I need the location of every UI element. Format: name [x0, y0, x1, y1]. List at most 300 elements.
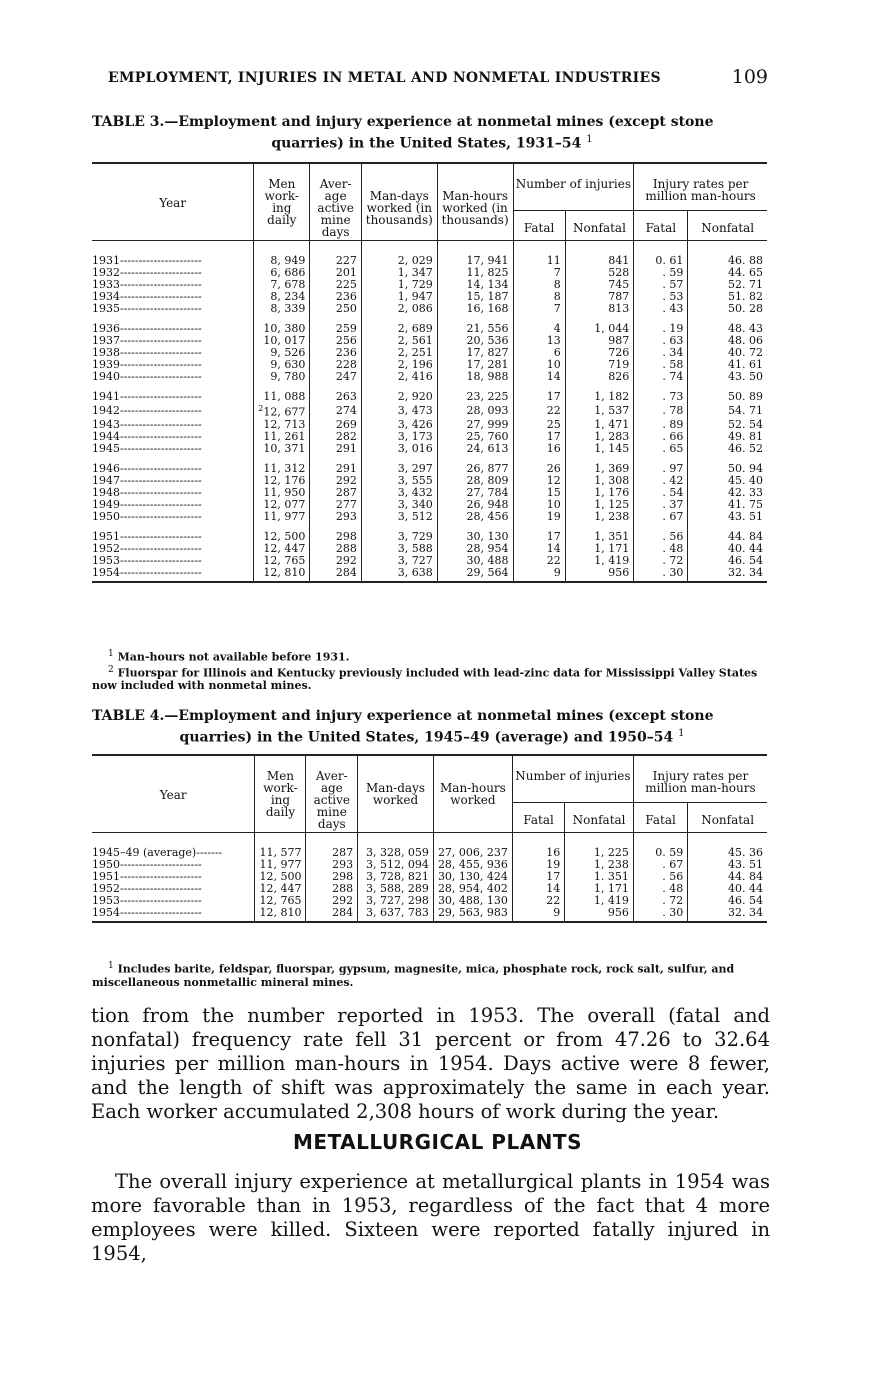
spacer-cell — [634, 241, 688, 256]
days-cell — [310, 303, 362, 315]
table4-header-mandays: Man-days worked — [358, 755, 434, 833]
spacer-cell — [688, 241, 767, 256]
table3-caption-line2: quarries) in the United States, 1931–54 — [271, 135, 582, 152]
cell-value: 41. 75 — [728, 497, 763, 511]
year-cell — [92, 907, 255, 922]
cell-value: 40. 72 — [728, 346, 763, 359]
cell-value: 30, 488 — [466, 553, 509, 567]
cell-value: 726 — [608, 346, 630, 359]
year-value: 1939 — [92, 358, 120, 371]
leader-dots: ---------------------- — [120, 870, 202, 883]
cell-value: 25 — [546, 417, 561, 431]
year-value: 1950 — [92, 509, 120, 523]
year-value: 1950 — [92, 858, 120, 871]
cell-value: 228 — [335, 358, 357, 371]
year-value: 1935 — [92, 302, 120, 315]
year-value: 1949 — [92, 497, 120, 511]
year-value: 1933 — [92, 278, 120, 291]
spacer-cell — [92, 833, 255, 848]
men-cell — [254, 403, 310, 419]
cell-value: 12, 810 — [259, 906, 302, 919]
days-cell — [310, 371, 362, 383]
cell-value: 8 — [553, 290, 561, 303]
cell-value: 227 — [335, 254, 357, 267]
cell-value: 3, 729 — [397, 529, 433, 543]
year-cell — [92, 403, 254, 419]
table3-header-rate-nonfatal: Nonfatal — [688, 211, 767, 241]
cell-value: 12, 447 — [259, 882, 302, 895]
table-row — [92, 443, 767, 455]
cell-value: 52. 54 — [728, 417, 763, 431]
cell-value: 16, 168 — [466, 302, 509, 315]
cell-value: 288 — [335, 541, 357, 555]
table3-caption-line1: TABLE 3.—Employment and injury experience at nonmetal mines (except stone — [92, 114, 714, 130]
cell-value: 11, 312 — [263, 461, 306, 475]
cell-value: 22 — [546, 403, 561, 417]
spacer-cell — [512, 833, 564, 848]
days-cell — [306, 907, 358, 922]
cell-value: 46. 88 — [728, 254, 763, 267]
nonfatal-cell — [565, 443, 634, 455]
cell-value: . 30 — [662, 565, 684, 579]
table3-footnote-2 — [92, 664, 772, 693]
men-cell — [254, 567, 310, 582]
footnote-text: Fluorspar for Illinois and Kentucky previously included with lead-zinc data for Mississippi Valley States now included with nonmetal mines. — [92, 666, 758, 693]
cell-value: 3, 473 — [397, 403, 433, 417]
cell-value: 30, 130, 424 — [437, 870, 508, 883]
leader-dots: ---------------------- — [120, 529, 202, 543]
running-head — [108, 66, 768, 90]
cell-value: 1. 351 — [593, 870, 629, 883]
cell-value: 236 — [335, 346, 357, 359]
cell-value: 19 — [546, 509, 561, 523]
table3-header-year: Year — [92, 163, 254, 241]
cell-value: 28, 954 — [466, 541, 509, 555]
leader-dots: ---------------------- — [120, 894, 202, 907]
cell-value: 1, 125 — [594, 497, 630, 511]
cell-value: 2, 561 — [397, 334, 433, 347]
cell-value: 284 — [335, 565, 357, 579]
cell-value: 45. 36 — [728, 846, 763, 859]
cell-value: 14 — [546, 882, 561, 895]
table4-header-nonfatal: Nonfatal — [565, 803, 634, 833]
cell-value: 14, 134 — [466, 278, 509, 291]
cell-value: 3, 297 — [397, 461, 433, 475]
cell-value: 27, 999 — [466, 417, 509, 431]
cell-value: . 54 — [662, 485, 684, 499]
rate-fatal-cell — [634, 443, 688, 455]
nonfatal-cell — [565, 567, 634, 582]
cell-value: 9, 526 — [270, 346, 306, 359]
table3-header-mandays: Man-days worked (in thousands) — [361, 163, 437, 241]
spacer-cell — [92, 241, 254, 256]
year-value: 1953 — [92, 894, 120, 907]
cell-value: 0. 59 — [655, 846, 684, 859]
cell-value: 1, 308 — [594, 473, 630, 487]
table-row — [92, 303, 767, 315]
cell-value: 274 — [335, 403, 357, 417]
fatal-cell — [513, 303, 565, 315]
table3-footnote-1 — [92, 648, 772, 664]
cell-value: 263 — [335, 390, 357, 403]
cell-value: 1, 145 — [594, 441, 630, 455]
cell-value: 50. 94 — [728, 461, 763, 475]
running-head-title: EMPLOYMENT, INJURIES IN METAL AND NONMETAL INDUSTRIES — [108, 70, 661, 86]
leader-dots: ---------------------- — [120, 370, 202, 383]
mandays-cell — [361, 443, 437, 455]
cell-value: 17 — [546, 529, 561, 543]
cell-value: 2, 689 — [397, 322, 433, 335]
rate-nonfatal-cell — [688, 303, 767, 315]
cell-value: 18, 988 — [466, 370, 509, 383]
cell-value: 32. 34 — [728, 565, 763, 579]
cell-value: 293 — [335, 509, 357, 523]
cell-value: 1, 347 — [397, 266, 433, 279]
cell-value: 52. 71 — [728, 278, 763, 291]
cell-value: 13 — [546, 334, 561, 347]
cell-value: 236 — [335, 290, 357, 303]
leader-dots: ---------------------- — [120, 565, 202, 579]
cell-value: 51. 82 — [728, 290, 763, 303]
cell-value: 46. 54 — [728, 894, 763, 907]
cell-value: 292 — [335, 473, 357, 487]
cell-value: 32. 34 — [728, 906, 763, 919]
cell-value: 16 — [546, 441, 561, 455]
footnote-mark: 1 — [108, 649, 114, 659]
cell-value: 1, 238 — [594, 509, 630, 523]
cell-value: 50. 28 — [728, 302, 763, 315]
year-value: 1953 — [92, 553, 120, 567]
cell-value: 9 — [553, 906, 561, 919]
leader-dots: ---------------------- — [120, 417, 202, 431]
cell-value: 3, 637, 783 — [365, 906, 429, 919]
cell-value: 12 — [546, 473, 561, 487]
cell-value: 10 — [546, 497, 561, 511]
cell-value: 247 — [335, 370, 357, 383]
year-value: 1943 — [92, 417, 120, 431]
cell-value: 11, 577 — [259, 846, 302, 859]
cell-value: 17, 281 — [466, 358, 509, 371]
cell-value: 29, 563, 983 — [437, 906, 508, 919]
spacer-cell — [255, 833, 306, 848]
cell-value: 44. 65 — [728, 266, 763, 279]
cell-value: . 30 — [662, 906, 684, 919]
cell-value: 11, 977 — [259, 858, 302, 871]
cell-value: 2, 416 — [397, 370, 433, 383]
cell-value: 1, 225 — [593, 846, 629, 859]
cell-value: . 78 — [662, 403, 684, 417]
table-spacer-row — [92, 833, 767, 848]
table-row — [92, 403, 767, 419]
cell-value: 7 — [553, 302, 561, 315]
cell-value: . 63 — [662, 334, 684, 347]
cell-value: . 37 — [662, 497, 684, 511]
table4-header-days: Aver- age active mine days — [306, 755, 358, 833]
year-value: 1942 — [92, 403, 120, 417]
cell-value: 28, 093 — [466, 403, 509, 417]
cell-value: 1, 419 — [593, 894, 629, 907]
year-value: 1946 — [92, 461, 120, 475]
cell-value: . 72 — [662, 553, 684, 567]
year-value: 1947 — [92, 473, 120, 487]
cell-value: . 53 — [662, 290, 684, 303]
men-cell — [254, 443, 310, 455]
table4 — [92, 754, 767, 923]
cell-value: 12, 765 — [263, 553, 306, 567]
leader-dots: ---------------------- — [120, 358, 202, 371]
cell-value: 719 — [608, 358, 630, 371]
fatal-cell — [513, 567, 565, 582]
year-value: 1940 — [92, 370, 120, 383]
cell-value: 9 — [553, 565, 561, 579]
cell-value: 250 — [335, 302, 357, 315]
cell-value: 528 — [608, 266, 630, 279]
cell-value: 787 — [608, 290, 630, 303]
cell-value: 841 — [608, 254, 630, 267]
rate-nonfatal-cell — [688, 391, 767, 403]
cell-value: 745 — [608, 278, 630, 291]
mandays-cell — [361, 567, 437, 582]
year-value: 1945–49 (average) — [92, 846, 197, 859]
table-spacer-row — [92, 241, 767, 256]
cell-value: 28, 456 — [466, 509, 509, 523]
year-value: 1941 — [92, 390, 120, 403]
year-value: 1945 — [92, 441, 120, 455]
nonfatal-cell — [565, 391, 634, 403]
cell-value: 17 — [546, 870, 561, 883]
cell-value: 3, 727 — [397, 553, 433, 567]
cell-value: 10, 371 — [263, 441, 306, 455]
leader-dots: ---------------------- — [120, 254, 202, 267]
nonfatal-cell — [565, 303, 634, 315]
cell-value: 2, 086 — [397, 302, 433, 315]
days-cell — [310, 403, 362, 419]
cell-value: 20, 536 — [466, 334, 509, 347]
cell-value: 8, 339 — [270, 302, 306, 315]
cell-value: . 42 — [662, 473, 684, 487]
cell-value: 284 — [332, 906, 354, 919]
cell-value: 3, 588 — [397, 541, 433, 555]
cell-value: 3, 727, 298 — [365, 894, 429, 907]
cell-value: 225 — [335, 278, 357, 291]
body-paragraph-2: The overall injury experience at metallurgical plants in 1954 was more favorable than in 1953, regardless of the fact that 4 more employees were killed. Sixteen were reported fatally injured in 1954, — [91, 1170, 770, 1265]
table4-caption-footnote-mark: 1 — [678, 728, 685, 739]
cell-value: 282 — [335, 429, 357, 443]
spacer-cell — [306, 833, 358, 848]
cell-value: 24, 613 — [466, 441, 509, 455]
year-value: 1948 — [92, 485, 120, 499]
leader-dots: ---------------------- — [120, 441, 202, 455]
cell-value: 298 — [332, 870, 354, 883]
rate-nonfatal-cell — [688, 511, 767, 523]
cell-value: . 89 — [662, 417, 684, 431]
spacer-cell — [565, 241, 634, 256]
cell-value: 269 — [335, 417, 357, 431]
table4-caption-line1: TABLE 4.—Employment and injury experience at nonmetal mines (except stone — [92, 708, 714, 724]
table4-header-men: Men work- ing daily — [255, 755, 306, 833]
cell-value: 291 — [335, 441, 357, 455]
cell-value: . 74 — [662, 370, 684, 383]
spacer-cell — [433, 833, 512, 848]
cell-value: 1, 283 — [594, 429, 630, 443]
rate-nonfatal-cell — [688, 371, 767, 383]
year-value: 1951 — [92, 529, 120, 543]
year-value: 1938 — [92, 346, 120, 359]
footnote-mark: 1 — [108, 961, 114, 971]
cell-value: 1, 471 — [594, 417, 630, 431]
cell-value: 43. 51 — [728, 858, 763, 871]
leader-dots: ---------------------- — [120, 322, 202, 335]
days-cell — [310, 511, 362, 523]
cell-value: 15 — [546, 485, 561, 499]
mandays-cell — [361, 303, 437, 315]
nonfatal-cell — [565, 907, 634, 922]
cell-value: 12, 176 — [263, 473, 306, 487]
cell-value: 14 — [546, 541, 561, 555]
cell-value: 8, 949 — [270, 254, 306, 267]
cell-value: 49. 81 — [728, 429, 763, 443]
fatal-cell — [513, 371, 565, 383]
cell-value: 987 — [608, 334, 630, 347]
cell-value: 12, 677 — [263, 405, 306, 419]
rate-nonfatal-cell — [688, 907, 767, 922]
leader-dots: ---------------------- — [120, 346, 202, 359]
cell-value: 12, 765 — [259, 894, 302, 907]
cell-value: . 65 — [662, 441, 684, 455]
fatal-cell — [513, 403, 565, 419]
fatal-cell — [513, 443, 565, 455]
rate-nonfatal-cell — [688, 403, 767, 419]
rate-fatal-cell — [634, 567, 688, 582]
cell-value: 29, 564 — [466, 565, 509, 579]
table3-header-fatal: Fatal — [513, 211, 565, 241]
cell-value: 3, 638 — [397, 565, 433, 579]
leader-dots: ---------------------- — [120, 906, 202, 919]
cell-value: 43. 51 — [728, 509, 763, 523]
manhours-cell — [437, 403, 513, 419]
cell-value: 2, 029 — [397, 254, 433, 267]
cell-value: 3, 426 — [397, 417, 433, 431]
table3 — [92, 162, 767, 583]
table-row — [92, 391, 767, 403]
cell-value: 17, 941 — [466, 254, 509, 267]
table3-header-injuries-group: Number of injuries — [513, 163, 634, 211]
table3-header-rate-fatal: Fatal — [634, 211, 688, 241]
leader-dots: ---------------------- — [120, 290, 202, 303]
footnote-mark: 2 — [108, 664, 114, 675]
year-value: 1932 — [92, 266, 120, 279]
cell-value: 1, 947 — [397, 290, 433, 303]
leader-dots: ---------------------- — [120, 278, 202, 291]
cell-value: 14 — [546, 370, 561, 383]
cell-value: 256 — [335, 334, 357, 347]
leader-dots: ---------------------- — [120, 858, 202, 871]
cell-value: 1, 182 — [594, 390, 630, 403]
cell-value: 0. 61 — [655, 254, 684, 267]
table3-header-nonfatal: Nonfatal — [565, 211, 634, 241]
cell-value: 11, 261 — [263, 429, 306, 443]
spacer-cell — [254, 241, 310, 256]
cell-value: 11, 950 — [263, 485, 306, 499]
cell-value: 10, 380 — [263, 322, 306, 335]
cell-value: 16 — [546, 846, 561, 859]
rate-nonfatal-cell — [688, 567, 767, 582]
mandays-cell — [361, 371, 437, 383]
fatal-cell — [512, 907, 564, 922]
year-value: 1952 — [92, 541, 120, 555]
cell-value: 3, 432 — [397, 485, 433, 499]
leader-dots: ------- — [196, 846, 223, 859]
cell-value: 11, 088 — [263, 390, 306, 403]
cell-value: 48. 43 — [728, 322, 763, 335]
nonfatal-cell — [565, 511, 634, 523]
body-paragraph-1: tion from the number reported in 1953. The overall (fatal and nonfatal) frequency rate fell 31 percent or from 47.26 to 32.64 injuries per million man-hours in 1954. Days active were 8 fewer, and the length of shift was approximately the same in each year. Each worker accumulated 2,308 hours of work during the year. — [91, 1004, 770, 1123]
cell-value: 17 — [546, 390, 561, 403]
year-cell — [92, 511, 254, 523]
rate-nonfatal-cell — [688, 443, 767, 455]
cell-value: . 56 — [662, 529, 684, 543]
table3-footnotes — [92, 648, 772, 692]
cell-value: 17 — [546, 429, 561, 443]
cell-value: . 58 — [662, 358, 684, 371]
cell-value: 956 — [608, 565, 630, 579]
footnote-text: Man-hours not available before 1931. — [117, 650, 350, 664]
leader-dots: ---------------------- — [120, 390, 202, 403]
year-cell — [92, 303, 254, 315]
spacer-cell — [358, 833, 434, 848]
cell-value: 43. 50 — [728, 370, 763, 383]
year-value: 1951 — [92, 870, 120, 883]
cell-value: 45. 40 — [728, 473, 763, 487]
table3-caption — [92, 113, 772, 153]
table4-footnote-1 — [92, 960, 772, 989]
rate-fatal-cell — [634, 391, 688, 403]
table4-footnotes — [92, 960, 772, 989]
cell-value: 30, 130 — [466, 529, 509, 543]
cell-value: 26, 877 — [466, 461, 509, 475]
cell-value: 1, 729 — [397, 278, 433, 291]
table3-header-manhours: Man-hours worked (in thousands) — [437, 163, 513, 241]
leader-dots: ---------------------- — [120, 882, 202, 895]
cell-value: 1, 419 — [594, 553, 630, 567]
cell-value: 11 — [546, 254, 561, 267]
leader-dots: ---------------------- — [120, 429, 202, 443]
cell-value: . 34 — [662, 346, 684, 359]
cell-value: 3, 512 — [397, 509, 433, 523]
leader-dots: ---------------------- — [120, 541, 202, 555]
cell-value: 26 — [546, 461, 561, 475]
days-cell — [310, 391, 362, 403]
cell-value: 30, 488, 130 — [437, 894, 508, 907]
cell-value: . 56 — [662, 870, 684, 883]
cell-value: 1, 351 — [594, 529, 630, 543]
cell-value: 22 — [546, 894, 561, 907]
table4-caption-line2: quarries) in the United States, 1945–49 (average) and 1950–54 — [179, 729, 674, 746]
year-cell — [92, 371, 254, 383]
cell-value: . 67 — [662, 858, 684, 871]
mandays-cell — [361, 391, 437, 403]
cell-value: . 19 — [662, 322, 684, 335]
men-cell — [254, 511, 310, 523]
cell-value: 17, 827 — [466, 346, 509, 359]
year-value: 1931 — [92, 254, 120, 267]
year-cell — [92, 391, 254, 403]
page-number: 109 — [731, 66, 768, 88]
cell-value: 3, 173 — [397, 429, 433, 443]
manhours-cell — [437, 371, 513, 383]
cell-value: 291 — [335, 461, 357, 475]
cell-value: 1, 171 — [594, 541, 630, 555]
